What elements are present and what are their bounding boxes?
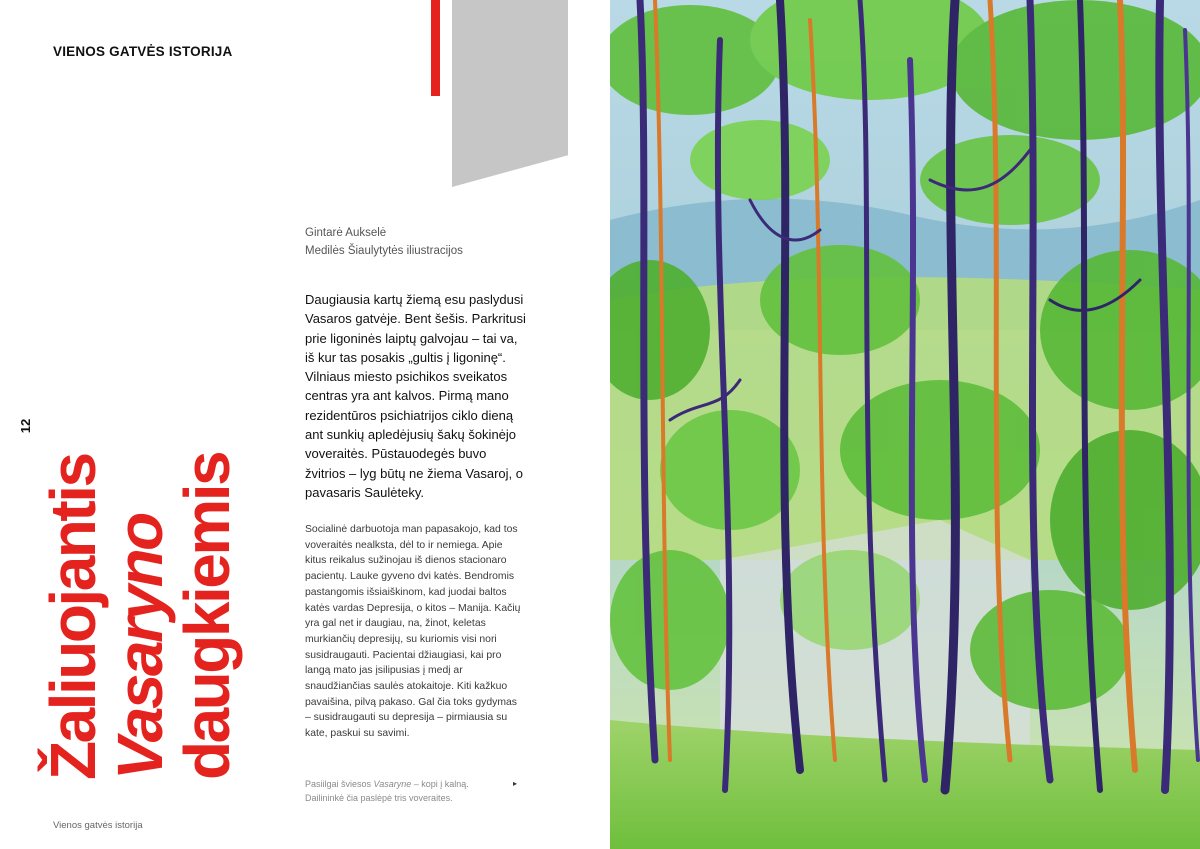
forest-illustration-svg: [610, 0, 1200, 849]
title-line-1: Žaliuojantis: [37, 454, 109, 780]
author-name: Gintarė Aukselė: [305, 227, 387, 239]
image-caption: [305, 778, 510, 805]
page-number: 12: [18, 418, 33, 434]
title-line-3: daugkiemis: [171, 452, 243, 780]
caption-text-start: Pasiilgai šviesos: [305, 779, 374, 789]
byline: [305, 224, 463, 260]
illustrator-credit: Medilės Šiaulytytės iliustracijos: [305, 245, 463, 257]
lead-text: Daugiausia kartų žiemą esu paslydusi Vasaros gatvėje. Bent šešis. Parkritusi prie ligoninės laiptų galvojau – tai va, iš kur tas posakis „gultis į ligoninę“. Vilniaus miesto psichikos sveikatos centras yra ant kalvos. Pirmą mano rezidentūros psichiatrijos ciklo dieną ant sunkių apledėjusių šakų šokinėjo voveraitės. Pūstauodegės buvo žvitrios – lyg būtų ne žiema Vasaroj, o pavasaris Saulėteky.: [305, 292, 526, 500]
forest-illustration: [610, 0, 1200, 849]
caption-emphasis: Vasaryne: [373, 779, 412, 789]
lead-paragraph: [305, 290, 527, 502]
footer-running-title: Vienos gatvės istorija: [53, 820, 143, 831]
decorative-red-stripe: [431, 0, 440, 96]
article-title: [37, 300, 250, 780]
caption-arrow-icon: ▸: [513, 779, 518, 788]
title-line-2: Vasaryno: [104, 514, 176, 780]
body-text: Socialinė darbuotoja man papasakojo, kad tos voveraitės nealksta, dėl to ir nemiega. Apie kitus reikalus sužinojau iš dienos stacionaro pacientų. Lauke gyveno dvi katės. Bendromis pastangomis išsiaiškinom, kad juodai baltos katės vardas Depresija, o kitos – Manija. Kačių yra gal net ir daugiau, na, žinot, keletas murkiančių depresijų, su kuriomis visi nori susidraugauti. Pacientai džiaugiasi, kai pro langą mato jas įsilipusias į medį ar snaudžiančias saulės atokaitoje. Kiti kažkuo pavaišina, pilvą pakaso. Gal čia toks gydymas – susidraugauti su depresija – pirmiausia su kate, paskui su savimi.: [305, 524, 521, 740]
body-paragraph: [305, 522, 525, 742]
section-header: VIENOS GATVĖS ISTORIJA: [53, 44, 233, 59]
caption-text-end: – kopi į kalną. Dailininkė čia paslėpė tris voveraites.: [305, 779, 469, 803]
decorative-gray-shape: [452, 0, 568, 187]
